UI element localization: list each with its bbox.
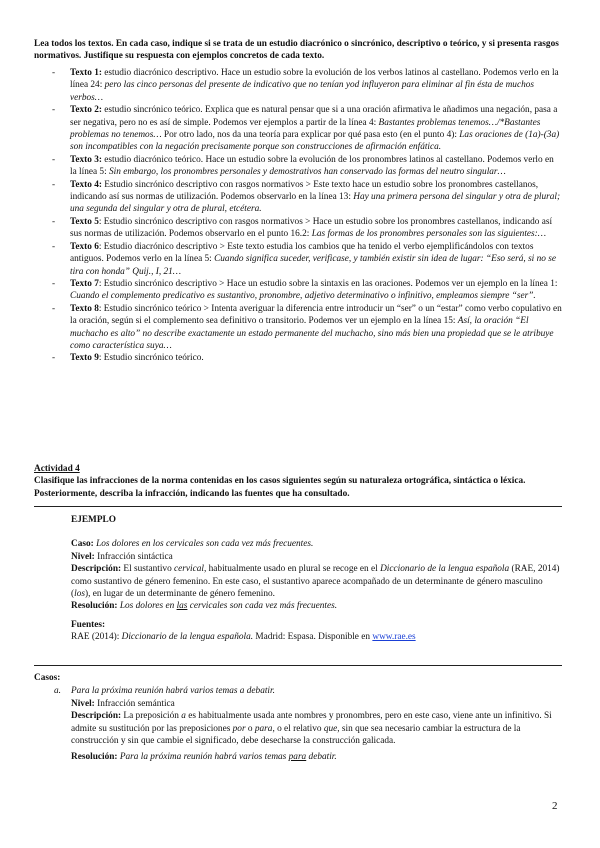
example-resolution: [71, 600, 562, 612]
divider: [34, 506, 562, 507]
resolution-text: cervicales son cada vez más frecuentes.: [187, 601, 338, 612]
dash-bullet: -: [52, 154, 56, 165]
resolution-text: Los dolores en: [119, 601, 177, 612]
description-text: La preposición: [121, 711, 182, 722]
item-quote: Cuando significa suceder, verificase, y también existir sin idea de lugar: “Eso será, si no se tira con honda” Quij., I, 21…: [70, 254, 556, 277]
description-text: o: [245, 723, 255, 734]
source-text: RAE (2014):: [71, 632, 122, 643]
item-label: Texto 1:: [70, 68, 102, 78]
dash-bullet: -: [52, 353, 56, 364]
resolution-correction: para: [288, 752, 307, 763]
item-body: : Estudio sincrónico teórico > Intenta averiguar la diferencia entre introducir un “ser” o un “estar” como verbo copulativo en la oración, según si el complemento sea definitivo o transitorio. Podemos ver un ejemplo en la línea 15:: [70, 303, 562, 327]
case-letter: a.: [54, 686, 61, 697]
list-item: [34, 179, 562, 216]
description-term: a: [181, 711, 186, 722]
item-label: Texto 2:: [70, 105, 102, 116]
dash-bullet: -: [52, 303, 56, 314]
instructions: Lea todos los textos. En cada caso, indique si se trata de un estudio diacrónico o sincrónico, descriptivo o teórico, y si presenta rasgos normativos. Justifique su respuesta con ejemplos concretos de cada texto.: [34, 39, 559, 62]
description-text: , habitualmente usado en plural se recoge en el: [204, 564, 381, 575]
item-body-continued: Por otro lado, nos da una teoría para explicar por qué pasa esto (en el punto 4):: [161, 130, 460, 141]
activity-title: Actividad 4: [34, 464, 80, 474]
list-item: [34, 154, 562, 179]
item-body: : Estudio diacrónico descriptivo > Este texto estudia los cambios que ha tenido el verbo ejemplificándolos con textos antiguos. Podemos verlo en la línea 5:: [70, 241, 534, 265]
list-item: [34, 278, 562, 303]
item-label: Texto 6: [70, 241, 99, 252]
description-text: , sin que sea necesario cambiar la estructura de la construcción y sin que cambie el significado, debe desecharse la construcción galicada.: [71, 723, 521, 747]
item-body: estudio diacrónico teórico. Hace un estudio sobre la evolución de los pronombres latinos al castellano. Podemos verlo en la línea 5:: [70, 154, 554, 178]
description-text: ), en lugar de un determinante de género femenino.: [84, 589, 275, 600]
item-quote: Bastantes problemas tenemos…/*Bastantes problemas no tenemos…: [70, 117, 541, 141]
dash-bullet: -: [52, 179, 56, 190]
level-label: Nivel:: [71, 551, 95, 562]
dash-bullet: -: [52, 278, 56, 289]
case-text: Los dolores en los cervicales son cada vez más frecuentes.: [96, 539, 314, 550]
description-term: para: [254, 723, 273, 734]
case-label: Caso:: [71, 539, 94, 550]
item-label: Texto 4:: [70, 179, 102, 190]
example-level: [71, 551, 562, 563]
activity-section: [34, 463, 562, 500]
item-body: estudio sincrónico teórico. Explica que es natural pensar que si a una oración afirmativa le añadimos una negación, pasa a ser negativa, pero no es así de simple. Podemos ver ejemplos a partir de la línea 4:: [70, 105, 558, 128]
item-quote: pero las cinco personas del presente de indicativo que no tenían yod influyeron para eliminar al fin ésta de muchos verbos…: [70, 80, 534, 103]
description-text: (RAE, 2014) como sustantivo de género femenino. En este caso, el sustantivo aparece acompañado de un determinante de género masculino (: [71, 564, 560, 600]
source-text: Madrid: Espasa. Disponible en: [253, 632, 373, 643]
item-label: Texto 3:: [70, 154, 102, 165]
item-label: Texto 8: [70, 303, 99, 314]
activity-description: Clasifique las infracciones de la norma contenidas en los casos siguientes según su naturaleza ortográfica, sintáctica o léxica. Posteriormente, describa la infracción, indicando las fuentes que ha consultado.: [34, 476, 526, 499]
case-sentence: Para la próxima reunión habrá varios temas a debatir.: [71, 686, 275, 697]
level-text: Infracción semántica: [97, 698, 175, 709]
description-term: que: [323, 723, 338, 734]
item-quote: Así, la oración “El muchacho es alto” no describe exactamente un estado permanente del muchacho, sino más bien una propiedad que se le atribuye como característica suya…: [70, 316, 554, 351]
resolution-text: debatir.: [306, 752, 337, 763]
dash-bullet: -: [52, 68, 56, 78]
case-level: [71, 698, 562, 710]
description-label: Descripción:: [71, 711, 122, 722]
resolution-label: Resolución:: [71, 752, 118, 763]
list-item: [34, 241, 562, 278]
case-resolution: [71, 751, 562, 763]
item-label: Texto 9: [70, 353, 99, 364]
item-quote: Cuando el complemento predicativo es sustantivo, pronombre, adjetivo determinativo o infinitivo, empleamos siempre “ser”.: [70, 291, 536, 302]
item-body: : Estudio sincrónico descriptivo con rasgos normativos > Hace un estudio sobre los pronombres castellanos, indicando así sus normas de utilización. Podemos observarlo en el punto 16.2:: [70, 216, 553, 240]
item-body: : Estudio sincrónico teórico.: [98, 353, 204, 364]
list-item: [34, 104, 562, 154]
description-title: Diccionario de la lengua española: [380, 564, 510, 575]
list-item: [34, 303, 562, 353]
text-analysis-list: [34, 67, 562, 365]
item-label: Texto 5: [70, 216, 99, 227]
resolution-text: Para la próxima reunión habrá varios temas: [117, 752, 289, 763]
list-item: [34, 216, 562, 241]
example-case: [71, 538, 562, 550]
sources-label: Fuentes:: [71, 619, 106, 630]
example-description: [71, 563, 562, 600]
item-body: : Estudio sincrónico descriptivo > Hace un estudio sobre la sintaxis en las oraciones. Podemos ver un ejemplo en la línea 1:: [98, 278, 558, 289]
description-label: Descripción:: [71, 564, 122, 575]
description-text: El sustantivo: [123, 564, 175, 575]
divider: [34, 665, 562, 666]
dash-bullet: -: [52, 241, 56, 252]
cases-heading: Casos:: [34, 673, 61, 683]
item-quote: Sin embargo, los pronombres personales y demostrativos han conservado las formas del neutro singular…: [108, 167, 506, 178]
description-term: los: [74, 589, 85, 600]
item-quote: Las formas de los pronombres personales son las siguientes:…: [311, 229, 547, 240]
resolution-label: Resolución:: [71, 601, 118, 612]
page-number: 2: [552, 800, 558, 812]
description-text: es habitualmente usada ante nombres y pronombres, pero en este caso, viene ante un infinitivo. Si admite su sustitución por las preposiciones: [71, 711, 552, 734]
item-label: Texto 7: [70, 278, 99, 289]
resolution-correction: las: [176, 601, 188, 612]
item-quote: Hay una primera persona del singular y otra de plural; una segunda del singular y otra de plural, etcétera.: [70, 192, 561, 215]
example-block: [71, 514, 562, 644]
description-term: cervical: [174, 564, 204, 575]
item-quote-2: Las oraciones de (1a)-(3a) son incompatibles con la negación precisamente porque son construcciones de afirmación enfática.: [70, 130, 560, 153]
list-item: [34, 352, 562, 364]
description-text: , o el relativo: [272, 723, 324, 734]
level-text: Infracción sintáctica: [97, 551, 173, 562]
case-description: [71, 710, 562, 747]
case-item: [34, 685, 562, 763]
example-heading: EJEMPLO: [71, 515, 116, 525]
example-source: [71, 631, 562, 643]
cases-section: [34, 672, 562, 764]
description-term: por: [232, 723, 246, 734]
example-sources-label: [71, 619, 562, 631]
dash-bullet: -: [52, 216, 56, 227]
level-label: Nivel:: [71, 698, 95, 709]
rae-link[interactable]: www.rae.es: [372, 632, 416, 643]
item-body: estudio diacrónico descriptivo. Hace un estudio sobre la evolución de los verbos latinos al castellano. Podemos verlo en la línea 24:: [70, 68, 559, 91]
dash-bullet: -: [52, 105, 56, 116]
item-body: Estudio sincrónico descriptivo con rasgos normativos > Este texto hace un estudio sobre los pronombres castellanos, indicando así sus normas de utilización. Podemos observarlo en la línea 13:: [70, 179, 539, 203]
source-title: Diccionario de la lengua española.: [121, 632, 254, 643]
list-item: [34, 67, 562, 104]
